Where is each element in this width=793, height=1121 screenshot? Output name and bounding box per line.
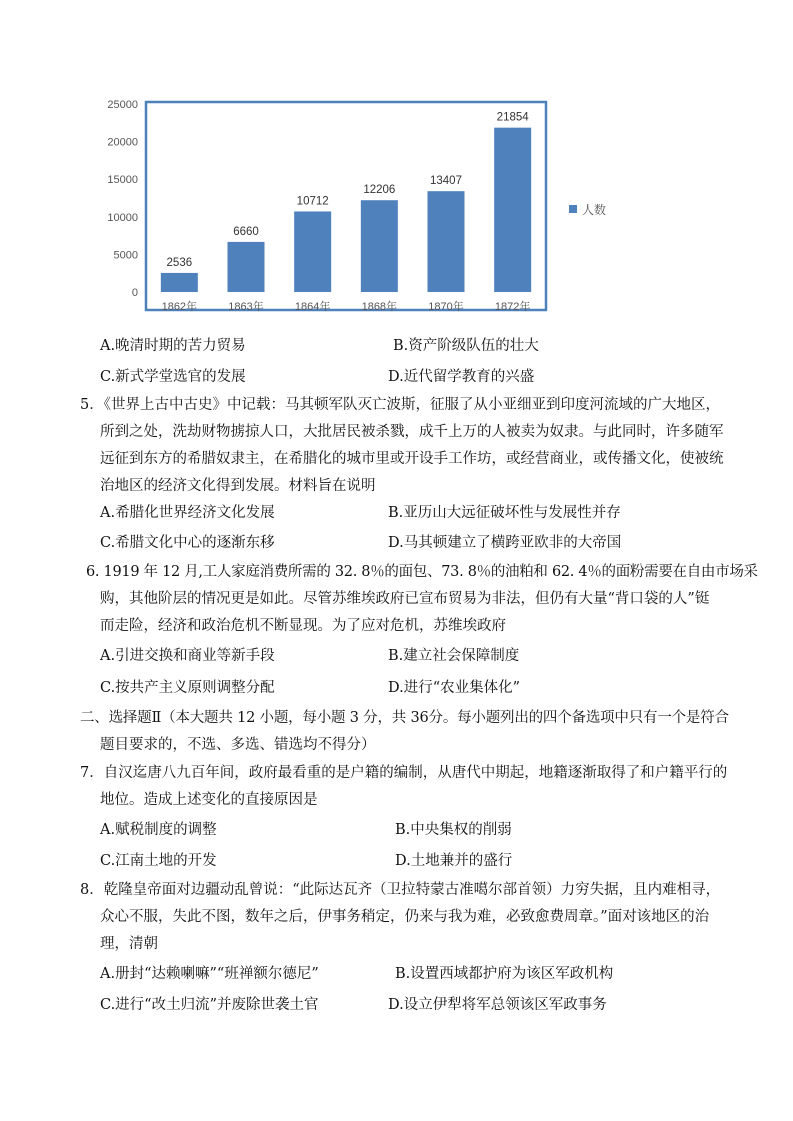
q5-option-b: B.亚历山大远征破坏性与发展性并存 bbox=[388, 505, 621, 521]
q5-stem-line: 治地区的经济文化得到发展。材料旨在说明 bbox=[100, 478, 376, 494]
q5-stem-line: 5．《世界上古中古史》中记载：马其顿军队灭亡波斯，征服了从小亚细亚到印度河流域的广大地区， bbox=[80, 397, 720, 413]
x-tick-label: 1868年 bbox=[361, 301, 398, 313]
q6-stem-line: 购，其他阶层的情况更是如此。尽管苏维埃政府已宣布贸易为非法，但仍有大量“背口袋的人”铤 bbox=[100, 591, 710, 607]
legend-label: 人数 bbox=[582, 203, 607, 217]
bar bbox=[294, 211, 331, 292]
q5-stem-line: 所到之处，洗劫财物掳掠人口，大批居民被杀戮，成千上万的人被卖为奴隶。与此同时，许多随军 bbox=[100, 424, 724, 440]
q7-stem-line: 地位。造成上述变化的直接原因是 bbox=[100, 792, 318, 808]
q7-option-d: D.土地兼并的盛行 bbox=[395, 853, 513, 869]
data-label: 21854 bbox=[496, 111, 529, 124]
y-tick-label: 10000 bbox=[107, 211, 138, 224]
q4-option-c: C.新式学堂选官的发展 bbox=[100, 369, 246, 385]
y-tick-label: 5000 bbox=[113, 249, 138, 262]
data-label: 6660 bbox=[233, 225, 259, 238]
bar bbox=[494, 128, 531, 292]
section-2-line: 二、选择题Ⅱ（本大题共 12 小题，每小题 3 分，共 36分。每小题列出的四个备选项中只有一个是符合 bbox=[80, 710, 729, 726]
q6-option-c: C.按共产主义原则调整分配 bbox=[100, 680, 275, 696]
bar bbox=[228, 242, 265, 292]
legend-swatch bbox=[569, 205, 577, 213]
section-2-line: 题目要求的，不选、多选、错选均不得分） bbox=[100, 737, 376, 753]
q7-stem-line: 7．自汉迄唐八九百年间，政府最看重的是户籍的编制，从唐代中期起，地籍逐渐取得了和户籍平行的 bbox=[80, 765, 728, 781]
q4-option-b: B.资产阶级队伍的壮大 bbox=[393, 338, 539, 354]
q8-option-b: B.设置西域都护府为该区军政机构 bbox=[395, 966, 614, 982]
q5-stem-line: 远征到东方的希腊奴隶主，在希腊化的城市里或开设手工作坊，或经营商业，或传播文化，使被统 bbox=[100, 451, 724, 467]
plot-frame bbox=[146, 102, 546, 310]
q8-stem-line: 8．乾隆皇帝面对边疆动乱曾说：“此际达瓦齐（卫拉特蒙古准噶尔部首领）力穷失据，且内难相寻， bbox=[80, 882, 721, 898]
data-label: 13407 bbox=[430, 175, 462, 188]
data-label: 12206 bbox=[363, 184, 396, 197]
q6-option-b: B.建立社会保障制度 bbox=[388, 648, 520, 664]
q7-option-b: B.中央集权的削弱 bbox=[395, 822, 512, 838]
x-tick-label: 1870年 bbox=[428, 301, 464, 313]
bar bbox=[428, 191, 465, 292]
y-tick-label: 25000 bbox=[107, 99, 138, 111]
data-label: 2536 bbox=[166, 256, 193, 269]
q7-option-a: A.赋税制度的调整 bbox=[100, 822, 217, 838]
q6-stem-line: 而走险，经济和政治危机不断显现。为了应对危机，苏维埃政府 bbox=[100, 618, 506, 634]
y-tick-label: 15000 bbox=[107, 174, 138, 187]
q4-option-a: A.晚清时期的苦力贸易 bbox=[100, 338, 246, 354]
q7-option-c: C.江南土地的开发 bbox=[100, 853, 217, 869]
bar bbox=[161, 273, 198, 292]
q5-option-d: D.马其顿建立了横跨亚欧非的大帝国 bbox=[388, 535, 622, 551]
bar-chart-svg bbox=[96, 92, 636, 322]
q5-option-a: A.希腊化世界经济文化发展 bbox=[100, 505, 275, 521]
q8-stem-line: 理，清朝 bbox=[100, 936, 158, 952]
q6-option-a: A.引进交换和商业等新手段 bbox=[100, 648, 275, 664]
q8-option-d: D.设立伊犁将军总领该区军政事务 bbox=[388, 997, 607, 1013]
q6-stem-line: 6. 1919 年 12 月,工人家庭消费所需的 32. 8％的面包、73. 8％的油粕和 62. 4％的面粉需要在自由市场采 bbox=[86, 564, 758, 580]
y-tick-label: 20000 bbox=[107, 136, 138, 149]
q8-stem-line: 众心不服，失此不图，数年之后，伊事务稍定，仍来与我为难，必致愈费周章。”面对该地区的治 bbox=[100, 909, 710, 925]
x-tick-label: 1862年 bbox=[161, 301, 198, 313]
bar bbox=[361, 200, 398, 292]
q4-option-d: D.近代留学教育的兴盛 bbox=[388, 369, 535, 385]
x-tick-label: 1863年 bbox=[228, 301, 264, 313]
data-label: 10712 bbox=[296, 195, 329, 208]
q8-option-a: A.册封“达赖喇嘛”“班禅额尔德尼” bbox=[100, 966, 319, 982]
q5-option-c: C.希腊文化中心的逐渐东移 bbox=[100, 535, 275, 551]
q6-option-d: D.进行“农业集体化” bbox=[388, 680, 521, 696]
y-tick-label: 0 bbox=[131, 287, 138, 299]
q8-option-c: C.进行“改土归流”并废除世袭土官 bbox=[100, 997, 319, 1013]
student-count-chart bbox=[96, 92, 636, 322]
x-tick-label: 1872年 bbox=[494, 301, 531, 313]
x-tick-label: 1864年 bbox=[294, 301, 331, 313]
